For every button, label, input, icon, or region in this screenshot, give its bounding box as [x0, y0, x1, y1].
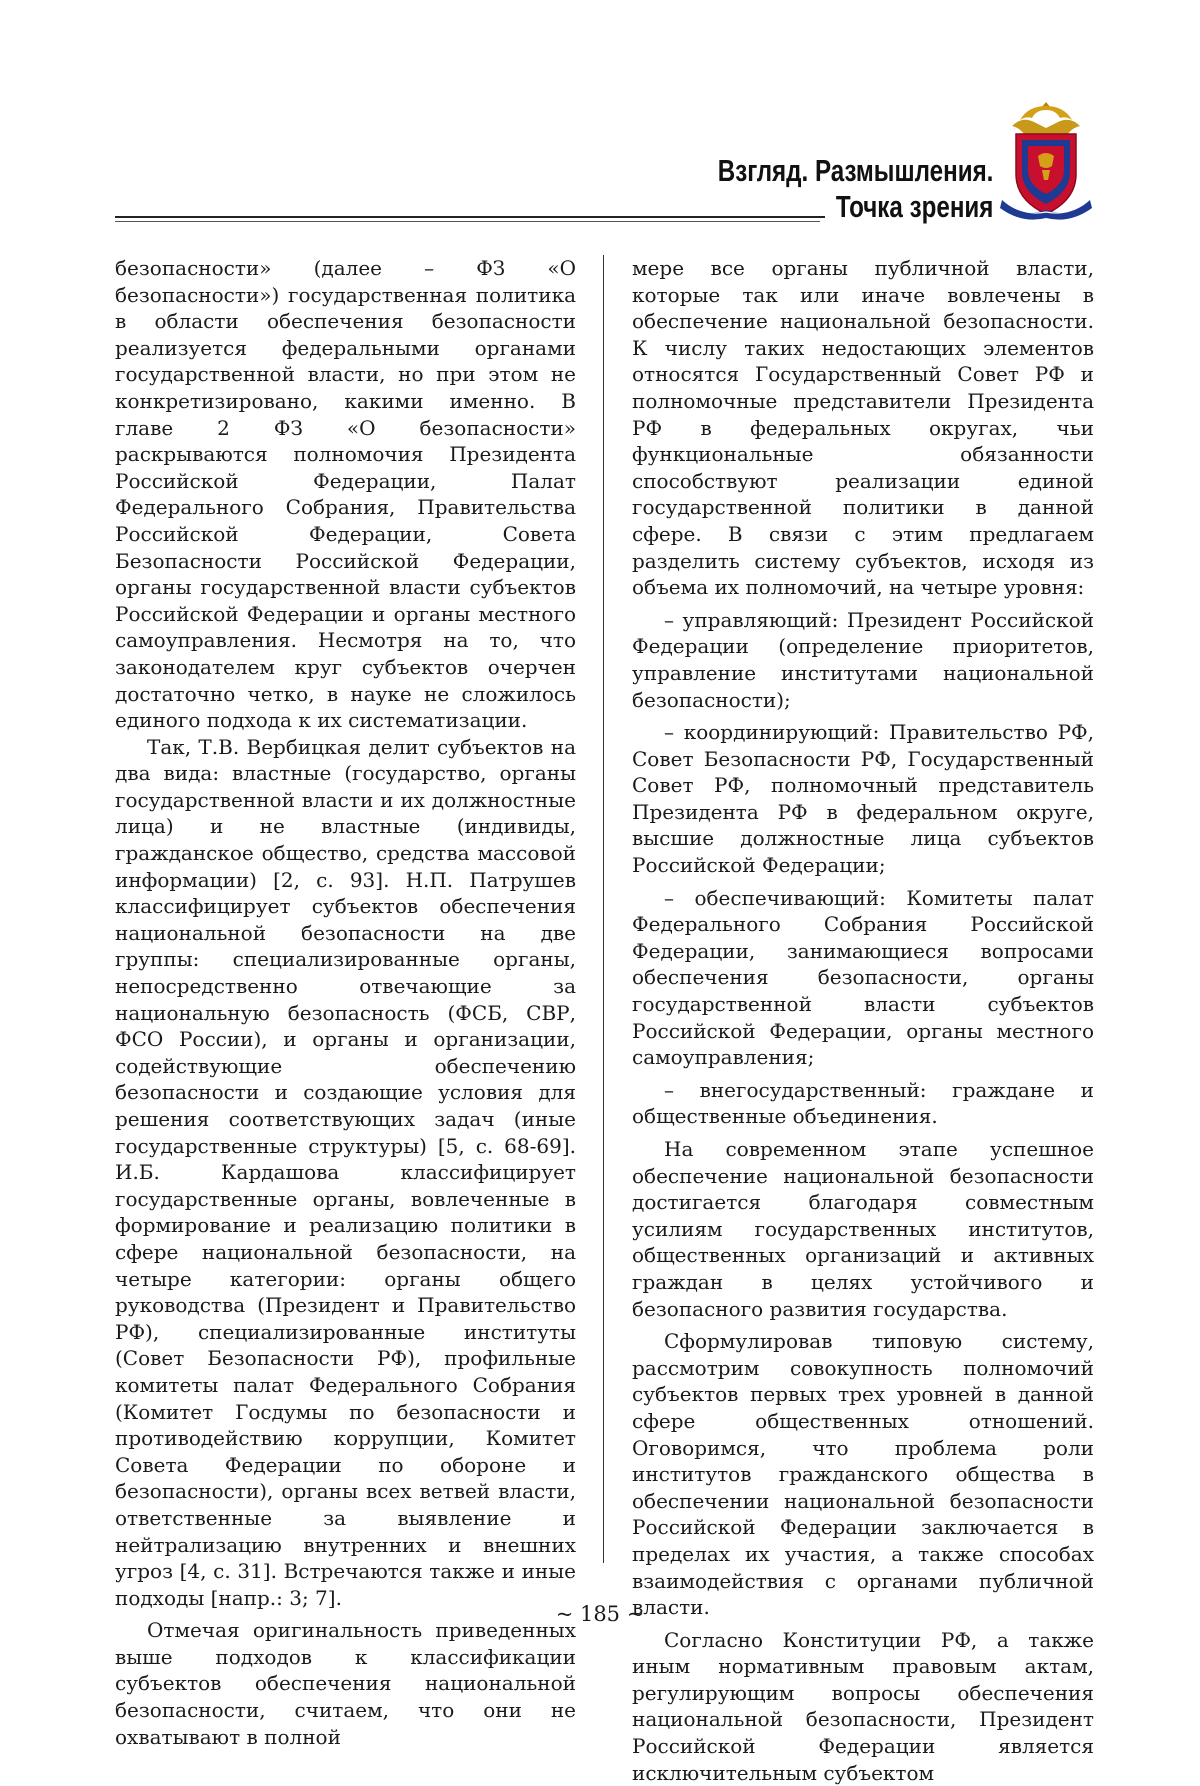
list-item: – внегосударственный: граждане и общественные объединения.: [632, 1077, 1094, 1129]
header-title-line1: Взгляд. Размышления.: [717, 153, 993, 188]
list-item: – обеспечивающий: Комитеты палат Федерального Собрания Российской Федерации, занимающиеся вопросами обеспечения безопасности, органы государственной власти субъектов Российской Федерации, органы местного самоуправления;: [632, 885, 1094, 1070]
header-title: [717, 153, 993, 225]
paragraph: Отмечая оригинальность приведенных выше подходов к классификации субъектов обеспечения национальной безопасности, считаем, что они не охватывают в полной: [115, 1618, 576, 1749]
list-item: – управляющий: Президент Российской Федерации (определение приоритетов, управление институтами национальной безопасности);: [632, 607, 1094, 712]
column-divider: [603, 255, 604, 1563]
paragraph: мере все органы публичной власти, которые так или иначе вовлечены в обеспечение национальной безопасности. К числу таких недостающих элементов относятся Государственный Совет РФ и полномочные представители Президента РФ в федеральных округах, чьи функциональные обязанности способствуют реализации единой государственной политики в данной сфере. В связи с этим предлагаем разделить систему субъектов, исходя из объема их полномочий, на четыре уровня:: [632, 256, 1094, 600]
paragraph: На современном этапе успешное обеспечение национальной безопасности достигается благодаря совместным усилиям государственных институтов, общественных организаций и активных граждан в целях устойчивого и безопасного развития государства.: [632, 1137, 1094, 1321]
right-column: [632, 255, 1094, 1786]
paragraph: Согласно Конституции РФ, а также иным нормативным правовым актам, регулирующим вопросы обеспечения национальной безопасности, Президент Российской Федерации является исключительным субъектом: [632, 1627, 1094, 1785]
page-number: ~ 185 ~: [555, 1602, 645, 1626]
paragraph: Сформулировав типовую систему, рассмотрим совокупность полномочий субъектов первых трех уровней в данной сфере общественных отношений. Оговоримся, что проблема роли институтов гражданского общества в обеспечении национальной безопасности Российской Федерации заключается в пределах их участия, а также способах взаимодействия с органами публичной власти.: [632, 1329, 1094, 1620]
list-item: – координирующий: Правительство РФ, Совет Безопасности РФ, Государственный Совет РФ, полномочный представитель Президента РФ в федеральном округе, высшие должностные лица субъектов Российской Федерации;: [632, 720, 1094, 878]
paragraph: безопасности» (далее – ФЗ «О безопасности») государственная политика в области обеспечения безопасности реализуется федеральными органами государственной власти, но при этом не конкретизировано, какими именно. В главе 2 ФЗ «О безопасности» раскрываются полномочия Президента Российской Федерации, Палат Федерального Собрания, Правительства Российской Федерации, Совета Безопасности Российской Федерации, органы государственной власти субъектов Российской Федерации и органы местного самоуправления. Несмотря на то, что законодателем круг субъектов очерчен достаточно четко, в науке не сложилось единого подхода к их систематизации.: [115, 256, 576, 733]
left-column: [115, 255, 576, 1750]
header-rule-thin: [115, 221, 820, 222]
header-title-line2: Точка зрения: [835, 189, 993, 224]
paragraph: Так, Т.В. Вербицкая делит субъектов на два вида: властные (государство, органы государственной власти и их должностные лица) и не властные (индивиды, гражданское общество, средства массовой информации) [2, с. 93]. Н.П. Патрушев классифицирует субъектов обеспечения национальной безопасности на две группы: специализированные органы, непосредственно отвечающие за национальную безопасность (ФСБ, СВР, ФСО России), и органы и организации, содействующие обеспечению безопасности и создающие условия для решения соответствующих задач (иные государственные структуры) [5, с. 68-69]. И.Б. Кардашова классифицирует государственные органы, вовлеченные в формирование и реализацию политики в сфере национальной безопасности, на четыре категории: органы общего руководства (Президент и Правительство РФ), специализированные институты (Совет Безопасности РФ), профильные комитеты палат Федерального Собрания (Комитет Госдумы по безопасности и противодействию коррупции, Комитет Совета Федерации по обороне и безопасности), органы всех ветвей власти, ответственные за выявление и нейтрализацию внутренних и внешних угроз [4, с. 31]. Встречаются также и иные подходы [напр.: 3; 7].: [115, 734, 576, 1610]
police-academy-emblem-icon: [998, 100, 1094, 228]
header-rule: [115, 216, 825, 218]
